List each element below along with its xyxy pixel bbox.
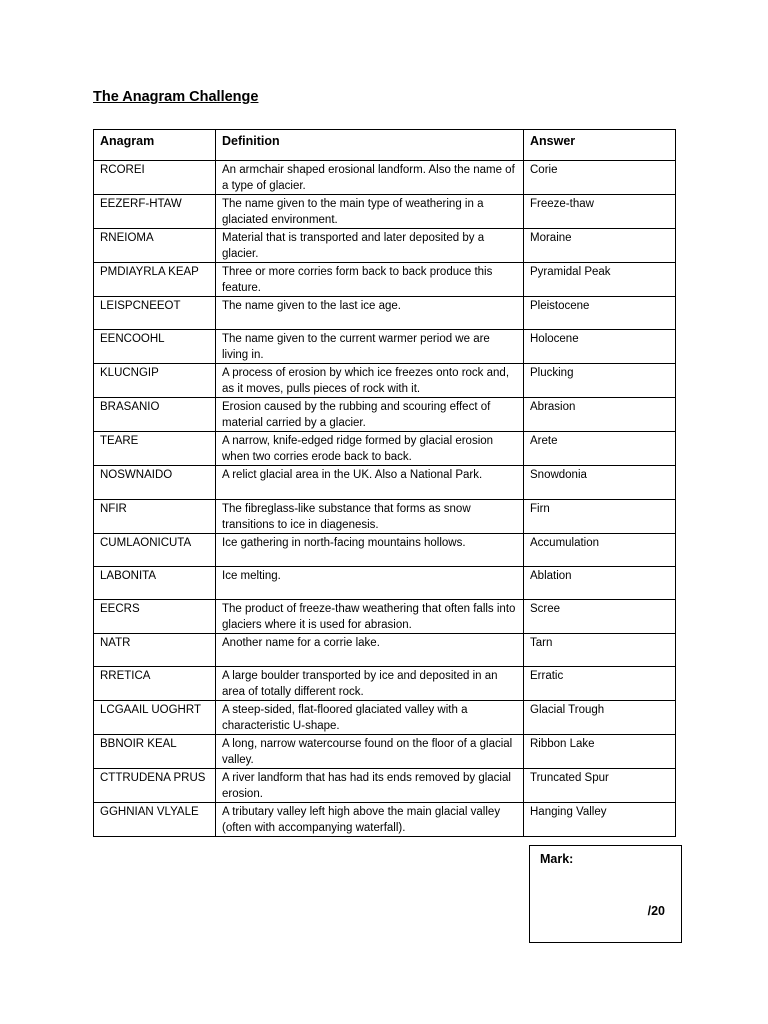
answer-cell: Truncated Spur bbox=[524, 769, 676, 803]
anagram-cell: PMDIAYRLA KEAP bbox=[94, 263, 216, 297]
answer-cell: Firn bbox=[524, 499, 676, 533]
definition-cell: Material that is transported and later deposited by a glacier. bbox=[216, 229, 524, 263]
definition-cell: A tributary valley left high above the main glacial valley (often with accompanying waterfall). bbox=[216, 803, 524, 837]
answer-cell: Arete bbox=[524, 432, 676, 466]
anagram-cell: LEISPCNEEOT bbox=[94, 297, 216, 330]
definition-cell: A relict glacial area in the UK. Also a National Park. bbox=[216, 466, 524, 499]
anagram-cell: GGHNIAN VLYALE bbox=[94, 803, 216, 837]
answer-cell: Snowdonia bbox=[524, 466, 676, 499]
table-row bbox=[94, 735, 676, 769]
anagram-table bbox=[93, 129, 676, 837]
table-row bbox=[94, 634, 676, 667]
anagram-cell: RRETICA bbox=[94, 667, 216, 701]
answer-cell: Erratic bbox=[524, 667, 676, 701]
table-header-row bbox=[94, 130, 676, 161]
definition-cell: A narrow, knife-edged ridge formed by glacial erosion when two corries erode back to back. bbox=[216, 432, 524, 466]
table-row bbox=[94, 364, 676, 398]
answer-cell: Corie bbox=[524, 161, 676, 195]
definition-cell: A process of erosion by which ice freezes onto rock and, as it moves, pulls pieces of rock with it. bbox=[216, 364, 524, 398]
anagram-cell: NFIR bbox=[94, 499, 216, 533]
table-row bbox=[94, 499, 676, 533]
answer-cell: Holocene bbox=[524, 330, 676, 364]
table-row bbox=[94, 566, 676, 599]
definition-cell: Ice melting. bbox=[216, 566, 524, 599]
answer-cell: Freeze-thaw bbox=[524, 195, 676, 229]
answer-cell: Ribbon Lake bbox=[524, 735, 676, 769]
answer-cell: Ablation bbox=[524, 566, 676, 599]
anagram-cell: EEZERF-HTAW bbox=[94, 195, 216, 229]
definition-cell: The name given to the current warmer period we are living in. bbox=[216, 330, 524, 364]
column-header-definition: Definition bbox=[216, 130, 524, 161]
definition-cell: Ice gathering in north-facing mountains hollows. bbox=[216, 533, 524, 566]
answer-cell: Pyramidal Peak bbox=[524, 263, 676, 297]
table-row bbox=[94, 466, 676, 499]
anagram-cell: EECRS bbox=[94, 600, 216, 634]
mark-box bbox=[529, 845, 682, 943]
definition-cell: The name given to the main type of weathering in a glaciated environment. bbox=[216, 195, 524, 229]
definition-cell: A river landform that has had its ends removed by glacial erosion. bbox=[216, 769, 524, 803]
definition-cell: A steep-sided, flat-floored glaciated valley with a characteristic U-shape. bbox=[216, 701, 524, 735]
anagram-cell: LABONITA bbox=[94, 566, 216, 599]
definition-cell: Another name for a corrie lake. bbox=[216, 634, 524, 667]
table-row bbox=[94, 195, 676, 229]
table-row bbox=[94, 432, 676, 466]
answer-cell: Pleistocene bbox=[524, 297, 676, 330]
definition-cell: The name given to the last ice age. bbox=[216, 297, 524, 330]
table-row bbox=[94, 600, 676, 634]
answer-cell: Glacial Trough bbox=[524, 701, 676, 735]
table-row bbox=[94, 263, 676, 297]
definition-cell: The fibreglass-like substance that forms as snow transitions to ice in diagenesis. bbox=[216, 499, 524, 533]
table-row bbox=[94, 701, 676, 735]
table-row bbox=[94, 667, 676, 701]
definition-cell: A long, narrow watercourse found on the floor of a glacial valley. bbox=[216, 735, 524, 769]
table-row bbox=[94, 533, 676, 566]
answer-cell: Accumulation bbox=[524, 533, 676, 566]
definition-cell: A large boulder transported by ice and deposited in an area of totally different rock. bbox=[216, 667, 524, 701]
table-row bbox=[94, 161, 676, 195]
definition-cell: An armchair shaped erosional landform. Also the name of a type of glacier. bbox=[216, 161, 524, 195]
anagram-cell: RNEIOMA bbox=[94, 229, 216, 263]
page-title: The Anagram Challenge bbox=[93, 89, 259, 105]
definition-cell: The product of freeze-thaw weathering that often falls into glaciers where it is used for abrasion. bbox=[216, 600, 524, 634]
table-row bbox=[94, 330, 676, 364]
definition-cell: Erosion caused by the rubbing and scouring effect of material carried by a glacier. bbox=[216, 398, 524, 432]
table-row bbox=[94, 229, 676, 263]
anagram-cell: CTTRUDENA PRUS bbox=[94, 769, 216, 803]
answer-cell: Abrasion bbox=[524, 398, 676, 432]
table-row bbox=[94, 297, 676, 330]
anagram-cell: EENCOOHL bbox=[94, 330, 216, 364]
answer-cell: Moraine bbox=[524, 229, 676, 263]
mark-total: /20 bbox=[647, 904, 665, 918]
anagram-cell: TEARE bbox=[94, 432, 216, 466]
anagram-cell: KLUCNGIP bbox=[94, 364, 216, 398]
answer-cell: Plucking bbox=[524, 364, 676, 398]
definition-cell: Three or more corries form back to back produce this feature. bbox=[216, 263, 524, 297]
answer-cell: Tarn bbox=[524, 634, 676, 667]
anagram-cell: RCOREI bbox=[94, 161, 216, 195]
anagram-cell: LCGAAIL UOGHRT bbox=[94, 701, 216, 735]
table-row bbox=[94, 398, 676, 432]
anagram-cell: BRASANIO bbox=[94, 398, 216, 432]
mark-label: Mark: bbox=[540, 852, 574, 866]
anagram-cell: NATR bbox=[94, 634, 216, 667]
column-header-answer: Answer bbox=[524, 130, 676, 161]
anagram-cell: CUMLAONICUTA bbox=[94, 533, 216, 566]
table-row bbox=[94, 803, 676, 837]
answer-cell: Hanging Valley bbox=[524, 803, 676, 837]
answer-cell: Scree bbox=[524, 600, 676, 634]
anagram-cell: BBNOIR KEAL bbox=[94, 735, 216, 769]
anagram-cell: NOSWNAIDO bbox=[94, 466, 216, 499]
column-header-anagram: Anagram bbox=[94, 130, 216, 161]
table-row bbox=[94, 769, 676, 803]
